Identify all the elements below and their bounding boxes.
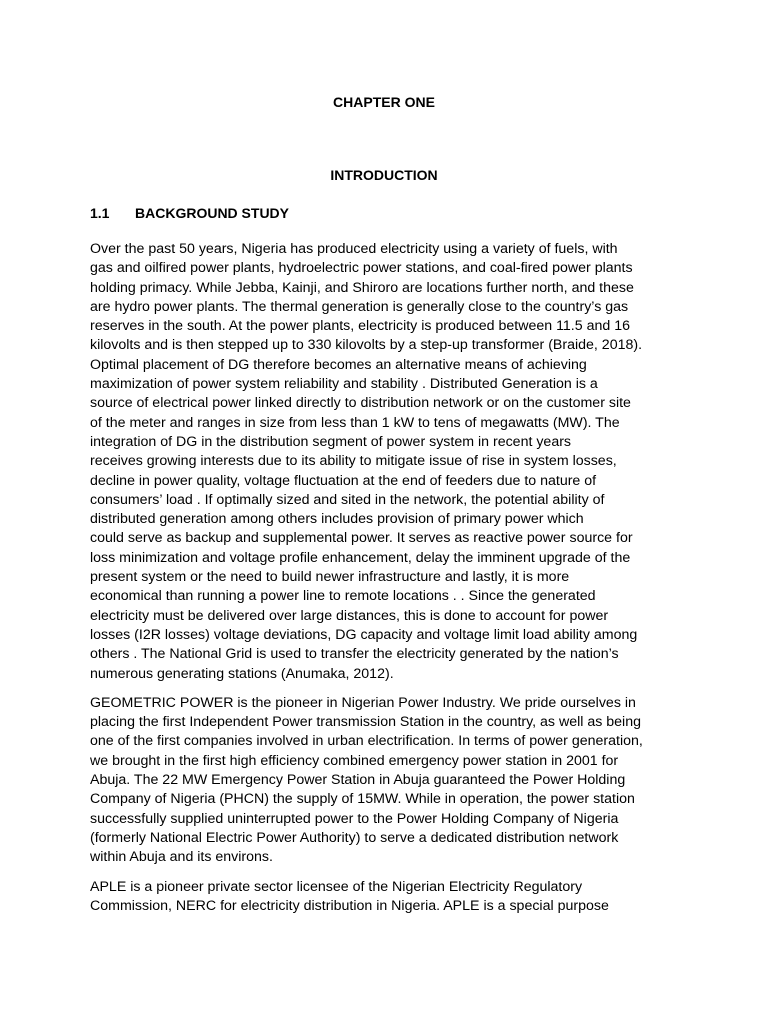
paragraph-line: one of the first companies involved in urban electrification. In terms of power generation,	[90, 733, 643, 750]
paragraph-line: economical than running a power line to remote locations . . Since the generated	[90, 588, 596, 605]
paragraph-line: loss minimization and voltage profile enhancement, delay the imminent upgrade of the	[90, 549, 631, 566]
paragraph-line: Optimal placement of DG therefore becomes an alternative means of achieving	[90, 356, 587, 373]
paragraph	[90, 694, 685, 868]
paragraph-line: could serve as backup and supplemental power. It serves as reactive power source for	[90, 530, 633, 547]
paragraph-line: of the meter and ranges in size from less than 1 kW to tens of megawatts (MW). The	[90, 414, 620, 431]
chapter-label: CHAPTER ONE	[333, 94, 435, 110]
section-number: 1.1	[90, 205, 110, 221]
paragraph-line: losses (I2R losses) voltage deviations, DG capacity and voltage limit load ability among	[90, 626, 638, 643]
paragraph-line: consumers’ load . If optimally sized and sited in the network, the potential ability of	[90, 491, 605, 508]
section-heading	[90, 204, 289, 222]
paragraph-line: distributed generation among others includes provision of primary power which	[90, 511, 584, 528]
paragraph-line: numerous generating stations (Anumaka, 2012).	[90, 665, 394, 682]
paragraph-line: GEOMETRIC POWER is the pioneer in Nigerian Power Industry. We pride ourselves in	[90, 694, 636, 711]
paragraph-line: are hydro power plants. The thermal generation is generally close to the country’s gas	[90, 298, 629, 315]
paragraph-line: Company of Nigeria (PHCN) the supply of 15MW. While in operation, the power station	[90, 791, 635, 808]
paragraph-line: Abuja. The 22 MW Emergency Power Station in Abuja guaranteed the Power Holding	[90, 772, 626, 789]
paragraph-line: successfully supplied uninterrupted power to the Power Holding Company of Nigeria	[90, 810, 619, 827]
paragraph-line: reserves in the south. At the power plants, electricity is produced between 11.5 and 16	[90, 318, 630, 335]
chapter-title: INTRODUCTION	[330, 167, 438, 183]
paragraph-line: maximization of power system reliability and stability . Distributed Generation is a	[90, 376, 598, 393]
paragraph-line: others . The National Grid is used to transfer the electricity generated by the nation’s	[90, 646, 619, 663]
paragraph-line: decline in power quality, voltage fluctuation at the end of feeders due to nature of	[90, 472, 597, 489]
paragraph-line: placing the first Independent Power transmission Station in the country, as well as being	[90, 714, 641, 731]
paragraph-line: we brought in the first high efficiency combined emergency power station in 2001 for	[90, 752, 619, 769]
paragraph-line: Commission, NERC for electricity distribution in Nigeria. APLE is a special purpose	[90, 897, 609, 914]
paragraph-line: holding primacy. While Jebba, Kainji, and Shiroro are locations further north, and these	[90, 279, 634, 296]
paragraph-line: Over the past 50 years, Nigeria has produced electricity using a variety of fuels, with	[90, 241, 618, 257]
paragraph-line: gas and oilfired power plants, hydroelectric power stations, and coal-fired power plants	[90, 260, 633, 277]
body-text	[90, 240, 685, 926]
paragraph-line: APLE is a pioneer private sector licensee of the Nigerian Electricity Regulatory	[90, 878, 583, 895]
paragraph-line: receives growing interests due to its ability to mitigate issue of rise in system losses,	[90, 453, 617, 470]
paragraph-line: source of electrical power linked directly to distribution network or on the customer site	[90, 395, 631, 412]
paragraph-line: integration of DG in the distribution segment of power system in recent years	[90, 433, 572, 450]
paragraph-line: within Abuja and its environs.	[90, 849, 273, 866]
paragraph-line: kilovolts and is then stepped up to 330 kilovolts by a step-up transformer (Braide, 2018).	[90, 337, 643, 354]
paragraph	[90, 240, 685, 684]
paragraph	[90, 878, 685, 917]
paragraph-line: present system or the need to build newer infrastructure and lastly, it is more	[90, 569, 570, 586]
section-title: BACKGROUND STUDY	[135, 205, 289, 221]
paragraph-line: electricity must be delivered over large distances, this is done to account for power	[90, 607, 609, 624]
paragraph-line: (formerly National Electric Power Authority) to serve a dedicated distribution network	[90, 829, 619, 846]
